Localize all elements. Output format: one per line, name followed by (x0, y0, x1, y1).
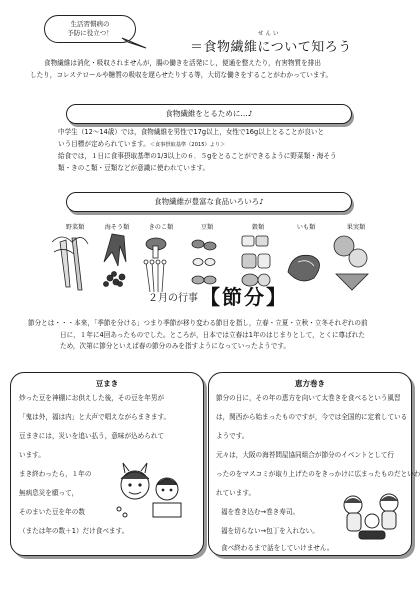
mamemaki-line: そのまいた豆を年の数 (19, 508, 85, 516)
ehomaki-line: 福を巻き込む→巻き寿司。 (221, 508, 300, 516)
ehomaki-line: れています。 (216, 489, 256, 497)
ehomaki-line: 食べ終わるまで話をしていけません。 (221, 544, 334, 552)
badge-line-2: 予防に役立つ！ (67, 29, 113, 37)
food-label-grains: 穀類 (251, 224, 265, 231)
section1-line: 給食では，１日に食事摂取基準の1/3以上の６．５gをとることができるように野菜類・海そう (58, 152, 337, 160)
section2-heading: 食物繊維が豊富な食品いろいろ♪ (154, 197, 264, 206)
grain-icon (242, 236, 270, 286)
ehomaki-line: は，関西から始まったものですが，今では全国的に定着している (216, 413, 408, 421)
ehomaki-line: 元々は，大阪の海苔問屋協同組合が節分のイベントとして行 (216, 451, 395, 459)
badge-line-1: 生活習慣病の (70, 20, 110, 28)
mamemaki-line: 豆まきには，災いを追い払う，意味が込められて (19, 432, 165, 440)
oni-illustration-icon (111, 459, 191, 521)
food-label-mushrooms: きのこ類 (148, 224, 174, 231)
section1-line: いう目標が定められています。 (58, 139, 150, 148)
setsubun-text (28, 318, 408, 353)
mamemaki-line: まき終わったら，１年の (19, 470, 92, 478)
event-name: 【節分】 (200, 285, 288, 309)
food-label-potatoes: いも類 (296, 224, 316, 231)
mamemaki-line: 「鬼は外，福は内」と大声で唱えながらまきます。 (19, 413, 171, 421)
ehomaki-line: ったのをマスコミが取り上げたのをきっかけに広まったものだといわ (216, 470, 420, 478)
section2-heading-box (66, 192, 352, 212)
ehomaki-line: ようです。 (216, 432, 249, 440)
food-label-seaweed: 海そう類 (104, 224, 130, 231)
ehomaki-line: 節分の日に，その年の恵方を向いて太巻きを食べるという風習 (216, 394, 401, 402)
mamemaki-line: （または年の数＋1）だけ食べます。 (19, 527, 129, 535)
intro-line: 食物繊維は消化・吸収されませんが，腸の働きを活発にし，便通を整えたり，有害物質を排出 (44, 59, 321, 67)
page-title: ＝食物繊維について知ろう (190, 40, 352, 55)
ehomaki-title: 恵方巻き (295, 379, 325, 388)
ehomaki-box (208, 372, 420, 556)
mamemaki-box (10, 372, 204, 556)
intro-text (30, 58, 400, 81)
event-label: ２月の行事 (148, 293, 198, 304)
section1-line: 中学生（12～14歳）では，食物繊維を男性で17g以上，女性で16g以上とることが良いと (58, 128, 325, 136)
title-ruby: せんい (258, 31, 281, 37)
food-label-beans: 豆類 (200, 224, 214, 231)
section1-text (30, 127, 400, 174)
badge-tail-icon (120, 36, 150, 52)
food-label-fruits: 果実類 (346, 224, 366, 231)
mamemaki-line: 炒った豆を神棚にお供えした後，その豆を年男が (19, 394, 165, 402)
mamemaki-title: 豆まき (95, 379, 119, 388)
potato-icon (288, 255, 320, 281)
bean-icon (192, 240, 216, 284)
setsubun-line: 節分とは・・・本来，「季節を分ける」つまり季節が移り変わる節目を指し，立春・立夏・立秋・立冬それぞれの前 (28, 319, 368, 327)
section1-heading: 食物繊維をとるために…♪ (165, 109, 253, 118)
section1-heading-box (66, 104, 352, 124)
intro-line: したり，コレステロールや糖質の吸収を遅らせたりする等，大切な働きをすることがわかっています。 (30, 70, 333, 79)
mushroom-icon (144, 238, 166, 292)
kids-eating-illustration-icon (339, 491, 407, 549)
mamemaki-line: います。 (19, 451, 45, 459)
section1-note: ＜食事摂取基準（2015）より＞ (149, 141, 226, 148)
setsubun-line: 日に，１年に4回あったものでした。ところが，日本では立春は1年のはじまりとして，とくに尊ばれた (60, 330, 365, 339)
seaweed-icon (104, 234, 127, 287)
setsubun-line: ため，次第に節分といえば春の節分のみを指すようになっていったようです。 (60, 342, 290, 350)
fruit-icon (334, 236, 368, 290)
food-label-vegetables: 野菜類 (65, 224, 85, 231)
mamemaki-line: 無病息災を願って， (19, 489, 79, 497)
vegetable-icon (52, 237, 88, 290)
section1-line: 類・きのこ類・豆類などが意識に使われています。 (58, 163, 210, 172)
ehomaki-line: 福を切らない→包丁を入れない。 (221, 527, 319, 535)
